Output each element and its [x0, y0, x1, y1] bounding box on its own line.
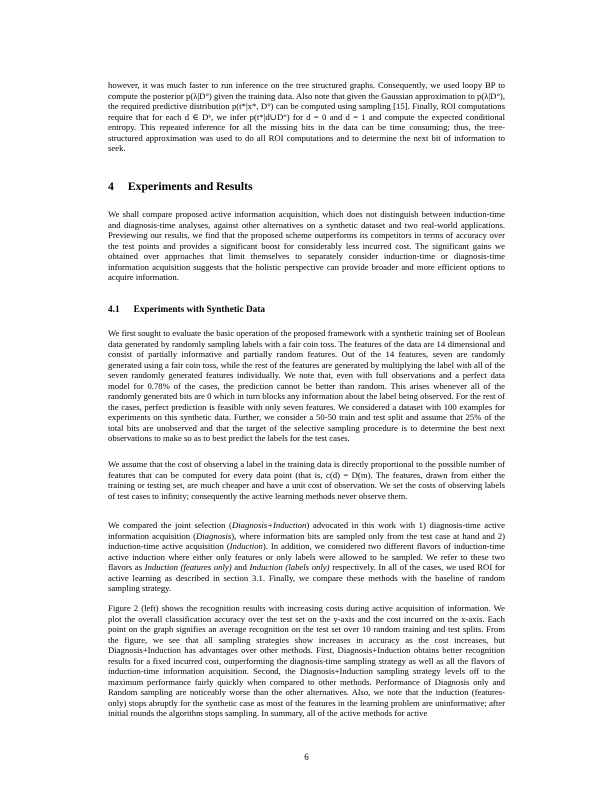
- subsection-heading: [108, 305, 265, 315]
- text-run: ), where information bits are sampled only from the test case at hand and 2) induction-time active acquisition (: [108, 530, 506, 552]
- paragraph-intro: We shall compare proposed active information acquisition, which does not distinguish between induction-time and diagnosis-time analyses, against other alternatives on a synthetic dataset and two real-world applications. Previewing our results, we find that the proposed scheme outperforms its competitors in terms of accuracy over the test points and provides a significant boost for considerably less incurred cost. The significant gains we obtained over approaches that limit themselves to separately consider induction-time or diagnosis-time information acquisition suggests that the holistic perspective can provide broader and more efficient options to acquire information.: [108, 209, 505, 283]
- section-title: Experiments and Results: [127, 180, 253, 193]
- paragraph-results: Figure 2 (left) shows the recognition results with increasing costs during active acquisition of information. We plot the overall classification accuracy over the test set on the y-axis and the cost incurred on the x-axis. Each point on the graph signifies an average recognition on the test set over 10 random training and test splits. From the figure, we see that all sampling strategies show increases in accuracy as the cost increases, but Diagnosis+Induction has advantages over other methods. First, Diagnosis+Induction obtains better recognition results for a fixed incurred cost, outperforming the diagnosis-time sampling strategy as well as all the flavors of induction-time information acquisition. Second, the Diagnosis+Induction sampling strategy levels off to the maximum performance fairly quickly when compared to other methods. Performance of Diagnosis only and Random sampling are noticeably worse than the other alternatives. Also, we note that the induction (features-only) stops abruptly for the synthetic case as most of the features in the learning problem are uninformative; after initial rounds the algorithm stops sampling. In summary, all of the active methods for active: [108, 603, 505, 719]
- text-run: ) advocated in this work with 1) diagnosis-time active information acquisition (: [108, 520, 506, 541]
- paragraph-costs: We assume that the cost of observing a label in the training data is directly proportional to the possible number of features that can be computed for every data point (that is, c(d) = D(m). The features, drawn from either the training or testing set, are much cheaper and have a unit cost of observation. We set the costs of observing labels of test cases to infinity; consequently the active learning methods never observe them.: [108, 459, 505, 501]
- text-run: and: [231, 562, 250, 573]
- text-run: ). In addition, we considered two different flavors of induction-time active induction where either only features or only labels were allowed to be sampled. We refer to these two flavors as: [108, 541, 505, 573]
- text-run: We compared the joint selection (: [108, 520, 232, 530]
- paragraph-inference: however, it was much faster to run inference on the tree structured graphs. Consequently, we used loopy BP to compute the posterior p(λ|D°) given the training data. Also note that given the Gaussian approximation to p(λ|D°), the required predictive distribution p(t*|x*, D°) can be computed using sampling [15]. Finally, ROI computations require that for each d ∈ Dᵏ, we infer p(t*|d∪D°) for d = 0 and d = 1 and compute the expected conditional entropy. This repeated inference for all the missing bits in the data can be time consuming; thus, the tree-structured approximation was used to do all ROI computations and to determine the next bit of information to seek.: [108, 80, 505, 154]
- text-run: respectively. In all of the cases, we used ROI for active learning as described in section 3.1. Finally, we compare these methods with the baseline of random sampling strategy.: [108, 562, 505, 594]
- method-name: Induction (features only): [144, 562, 232, 573]
- method-name: Diagnosis: [195, 530, 232, 541]
- subsection-title: Experiments with Synthetic Data: [133, 305, 266, 315]
- paragraph-comparison: [108, 520, 505, 594]
- method-name: Induction: [229, 541, 263, 552]
- section-number: 4: [108, 180, 114, 193]
- subsection-number: 4.1: [108, 305, 120, 315]
- page-number: 6: [304, 752, 309, 762]
- method-name: Diagnosis+Induction: [231, 520, 307, 530]
- paragraph-synthetic-setup: We first sought to evaluate the basic operation of the proposed framework with a synthetic training set of Boolean data generated by randomly sampling labels with a fair coin toss. The features of the data are 14 dimensional and consist of partially informative and partially random features. Out of the 14 features, seven are randomly generated using a fair coin toss, while the rest of the features are generated by multiplying the label with all of the seven randomly generated features individually. We note that, even with full observations and a perfect data model for 0.78% of the cases, the prediction cannot be better than random. This arises whenever all of the randomly generated bits are 0 which in turn blocks any information about the label being observed. For the rest of the cases, perfect prediction is feasible with only seven features. We considered a dataset with 100 examples for experiments on this synthetic data. Further, we consider a 50-50 train and test split and assume that 25% of the total bits are unobserved and that the target of the selective sampling procedure is to determine the best next observations to make so as to best predict the labels for the test cases.: [108, 328, 505, 444]
- method-name: Induction (labels only): [249, 562, 330, 573]
- section-heading: [108, 180, 253, 193]
